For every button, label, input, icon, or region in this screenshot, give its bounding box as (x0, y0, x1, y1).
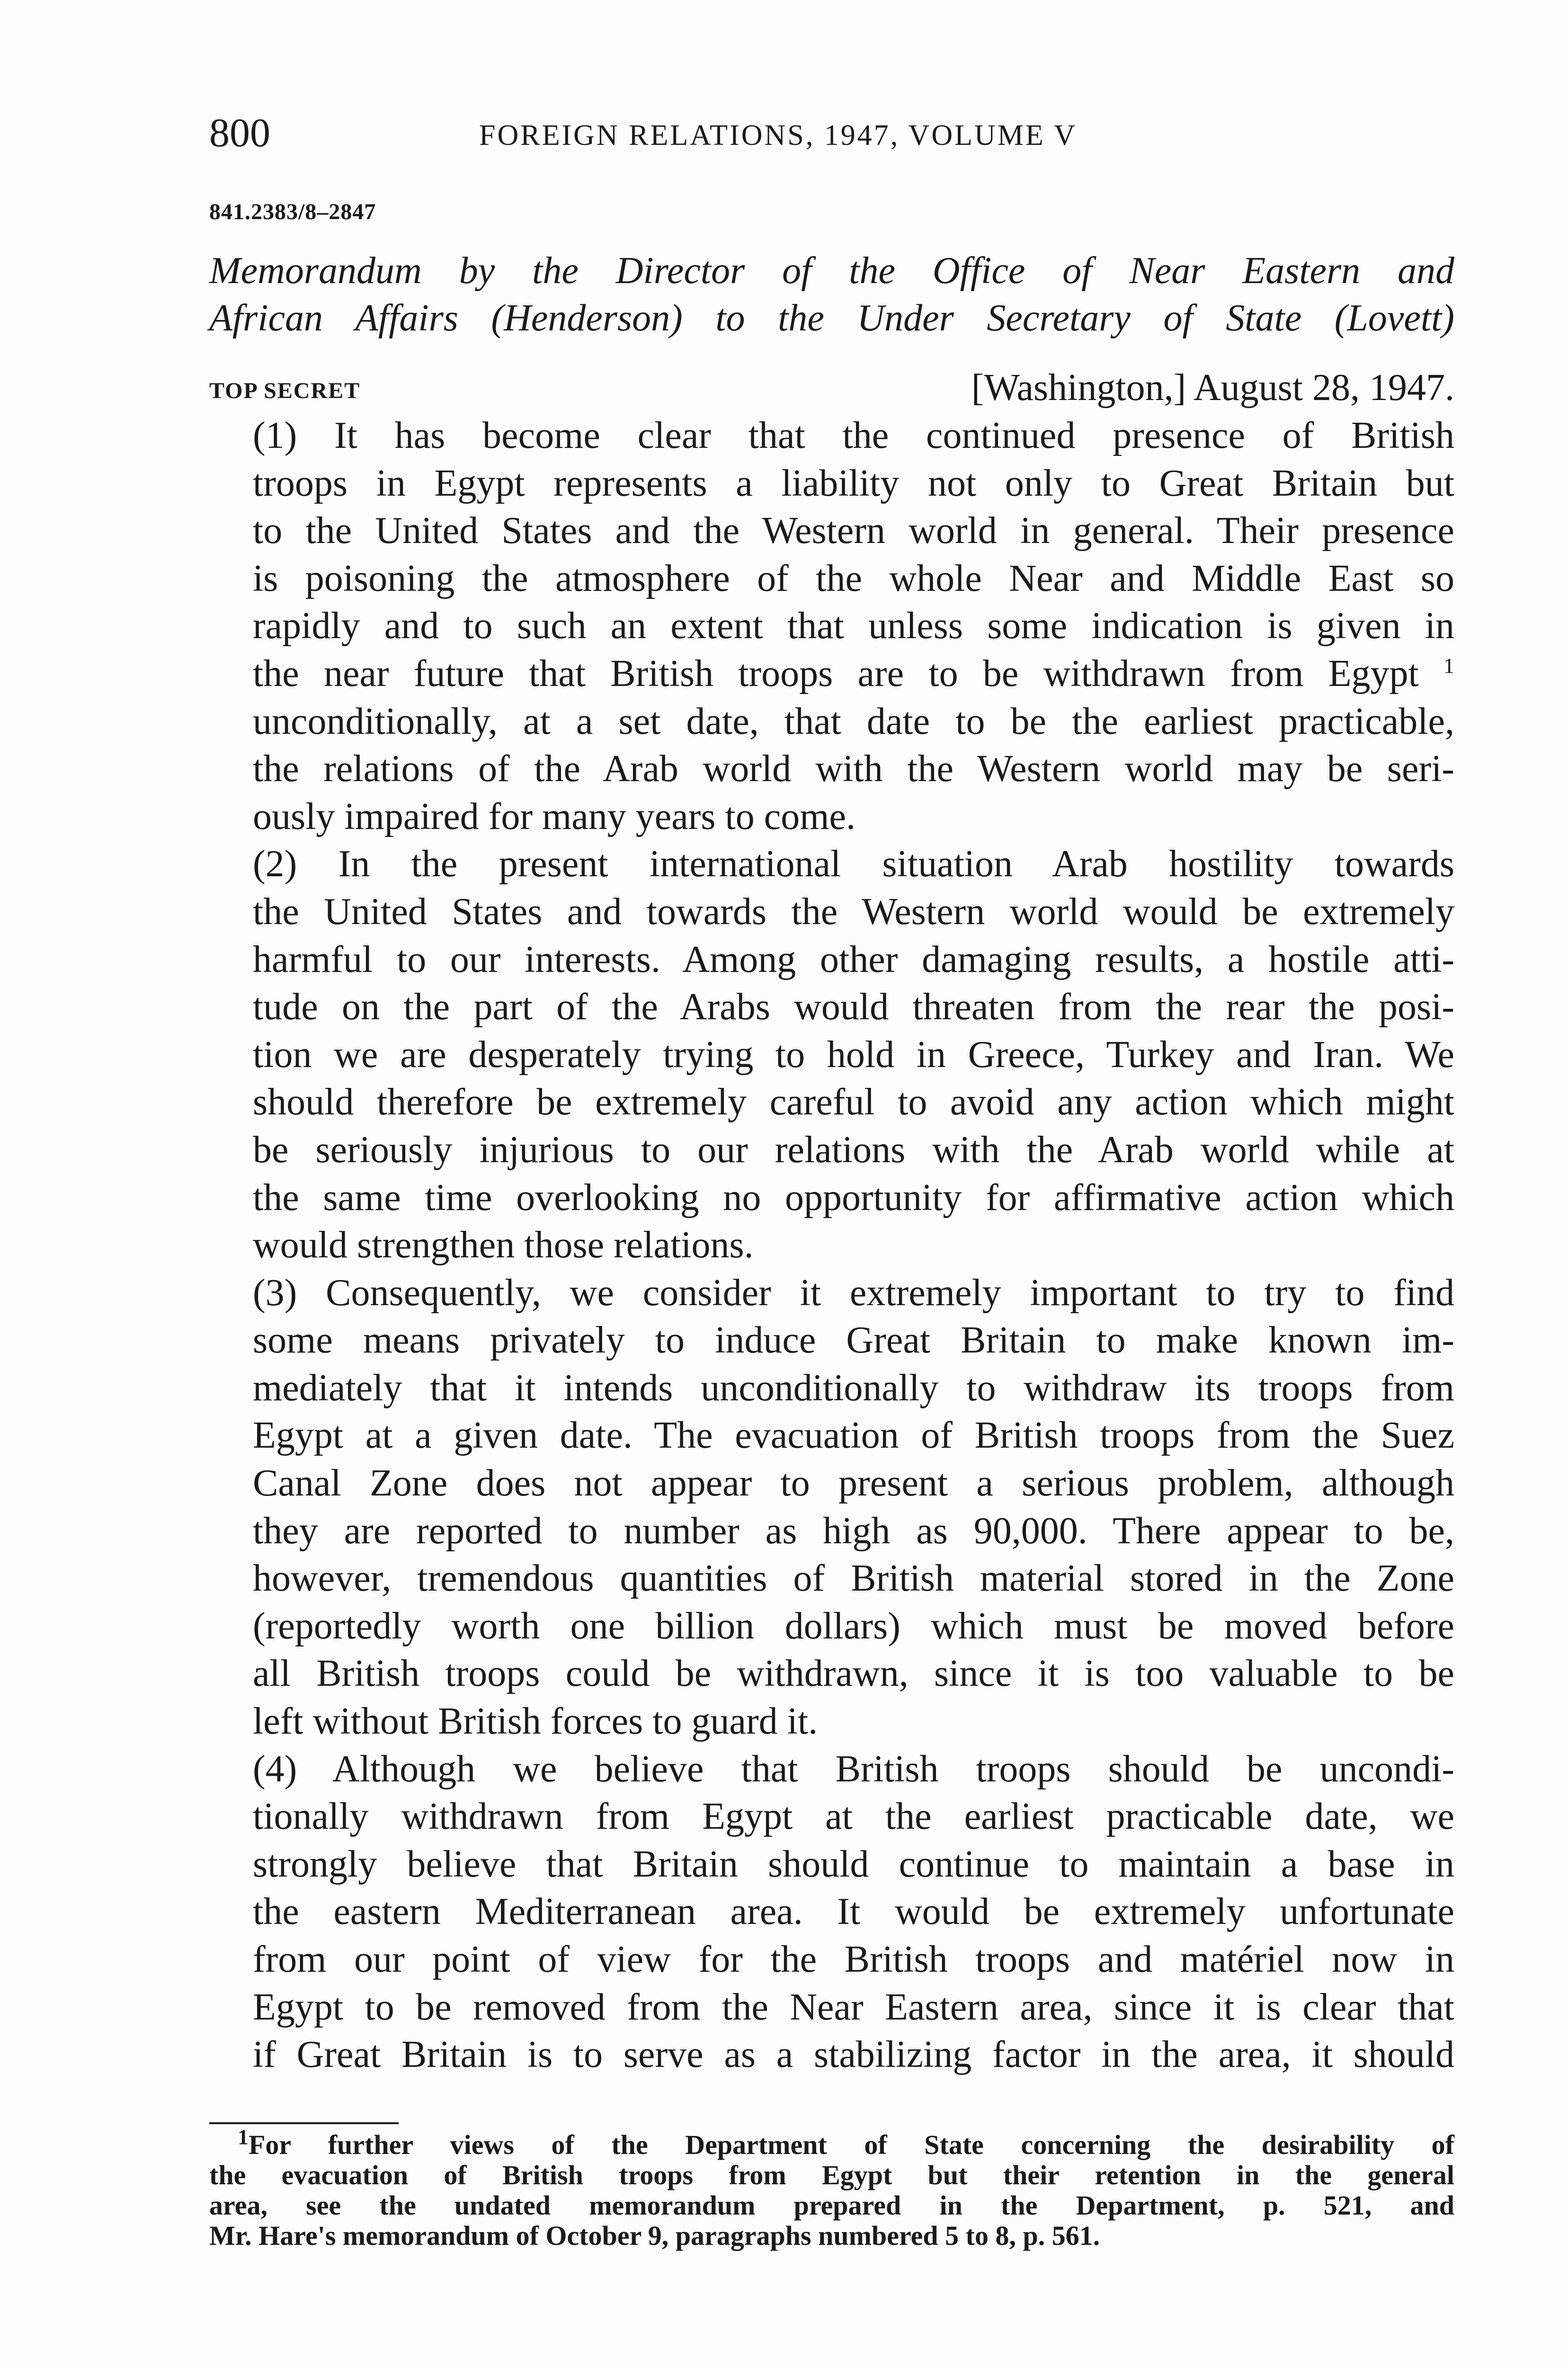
text-line: would strengthen those relations. (253, 1224, 754, 1266)
text-line: (reportedly worth one billion dollars) which must be moved before (253, 1605, 1454, 1647)
footnote-divider (209, 2122, 399, 2124)
file-number: 841.2383/8–2847 (209, 199, 376, 224)
text-line: to the United States and the Western world in general. Their presence (253, 510, 1454, 552)
page-content (209, 109, 1454, 2251)
footnote-line: area, see the undated memorandum prepared in the Department, p. 521, and (209, 2189, 1454, 2221)
document-title (209, 247, 1454, 342)
text-line: troops in Egypt represents a liability not only to Great Britain but (253, 462, 1454, 504)
text-line: Canal Zone does not appear to present a serious problem, although (253, 1462, 1454, 1504)
classification-label: TOP SECRET (209, 378, 361, 403)
text-line: they are reported to number as high as 90,000. There appear to be, (253, 1510, 1454, 1552)
text-line: tude on the part of the Arabs would threaten from the rear the posi- (253, 986, 1454, 1028)
text-line: the eastern Mediterranean area. It would be extremely unfortunate (253, 1891, 1454, 1933)
footnote-line-text: For further views of the Department of State concerning the desirability of (249, 2129, 1454, 2160)
footnote-line (209, 2125, 1454, 2160)
text-line: (1) It has become clear that the continued presence of British (253, 415, 1454, 456)
text-line: strongly believe that Britain should continue to maintain a base in (253, 1843, 1454, 1885)
text-line-segment: the near future that British troops are to be withdrawn from Egypt (253, 652, 1419, 694)
paragraph-4 (209, 1745, 1454, 2079)
text-line: Egypt to be removed from the Near Eastern area, since it is clear that (253, 1986, 1454, 2028)
text-line: (3) Consequently, we consider it extremely important to try to find (253, 1272, 1454, 1314)
text-line: if Great Britain is to serve as a stabilizing factor in the area, it should (253, 2034, 1454, 2076)
text-line: tion we are desperately trying to hold in Greece, Turkey and Iran. We (253, 1033, 1454, 1076)
text-line: (4) Although we believe that British troops should be uncondi- (253, 1748, 1454, 1790)
text-line: harmful to our interests. Among other damaging results, a hostile atti- (253, 938, 1454, 980)
footnote-line: the evacuation of British troops from Egypt but their retention in the general (209, 2159, 1454, 2190)
footnote-marker[interactable]: 1 (1443, 653, 1455, 678)
text-line: all British troops could be withdrawn, since it is too valuable to be (253, 1653, 1454, 1695)
text-line: the United States and towards the Western world would be extremely (253, 890, 1454, 933)
memorandum-body (209, 412, 1454, 2079)
text-line: unconditionally, at a set date, that date to be the earliest practicable, (253, 700, 1454, 742)
footnote (209, 2125, 1454, 2251)
text-line: from our point of view for the British troops and matériel now in (253, 1939, 1454, 1980)
text-line: left without British forces to guard it. (253, 1700, 818, 1743)
text-line: be seriously injurious to our relations with the Arab world while at (253, 1129, 1454, 1171)
document-title-line: Memorandum by the Director of the Office of Near Eastern and (209, 250, 1454, 292)
paragraph-2 (209, 840, 1454, 1269)
text-line: mediately that it intends unconditionally to withdraw its troops from (253, 1367, 1454, 1409)
running-title: FOREIGN RELATIONS, 1947, VOLUME V (479, 119, 1077, 151)
document-title-line: African Affairs (Henderson) to the Under Secretary of State (Lovett) (209, 297, 1454, 339)
page-number: 800 (209, 110, 270, 155)
text-line: ously impaired for many years to come. (253, 795, 855, 837)
text-line: rapidly and to such an extent that unless some indication is given in (253, 605, 1454, 647)
text-line: Egypt at a given date. The evacuation of British troops from the Suez (253, 1415, 1454, 1457)
text-line: (2) In the present international situation Arab hostility towards (253, 843, 1454, 885)
footnote-number: 1 (238, 2125, 249, 2149)
document-date: [Washington,] August 28, 1947. (971, 367, 1454, 409)
text-line: should therefore be extremely careful to avoid any action which might (253, 1081, 1454, 1123)
text-line: tionally withdrawn from Egypt at the earliest practicable date, we (253, 1796, 1454, 1838)
paragraph-3 (209, 1269, 1454, 1745)
footnote-line: Mr. Hare's memorandum of October 9, paragraphs numbered 5 to 8, p. 561. (209, 2220, 1100, 2251)
running-head (209, 109, 1454, 161)
text-line: is poisoning the atmosphere of the whole Near and Middle East so (253, 557, 1454, 599)
text-line-with-footnote (209, 650, 1454, 698)
dateline (209, 366, 1454, 409)
text-line: some means privately to induce Great Britain to make known im- (253, 1319, 1454, 1361)
paragraph-1 (209, 412, 1454, 840)
text-line: however, tremendous quantities of British material stored in the Zone (253, 1557, 1454, 1600)
text-line: the same time overlooking no opportunity for affirmative action which (253, 1176, 1454, 1219)
text-line: the relations of the Arab world with the Western world may be seri- (253, 748, 1454, 790)
